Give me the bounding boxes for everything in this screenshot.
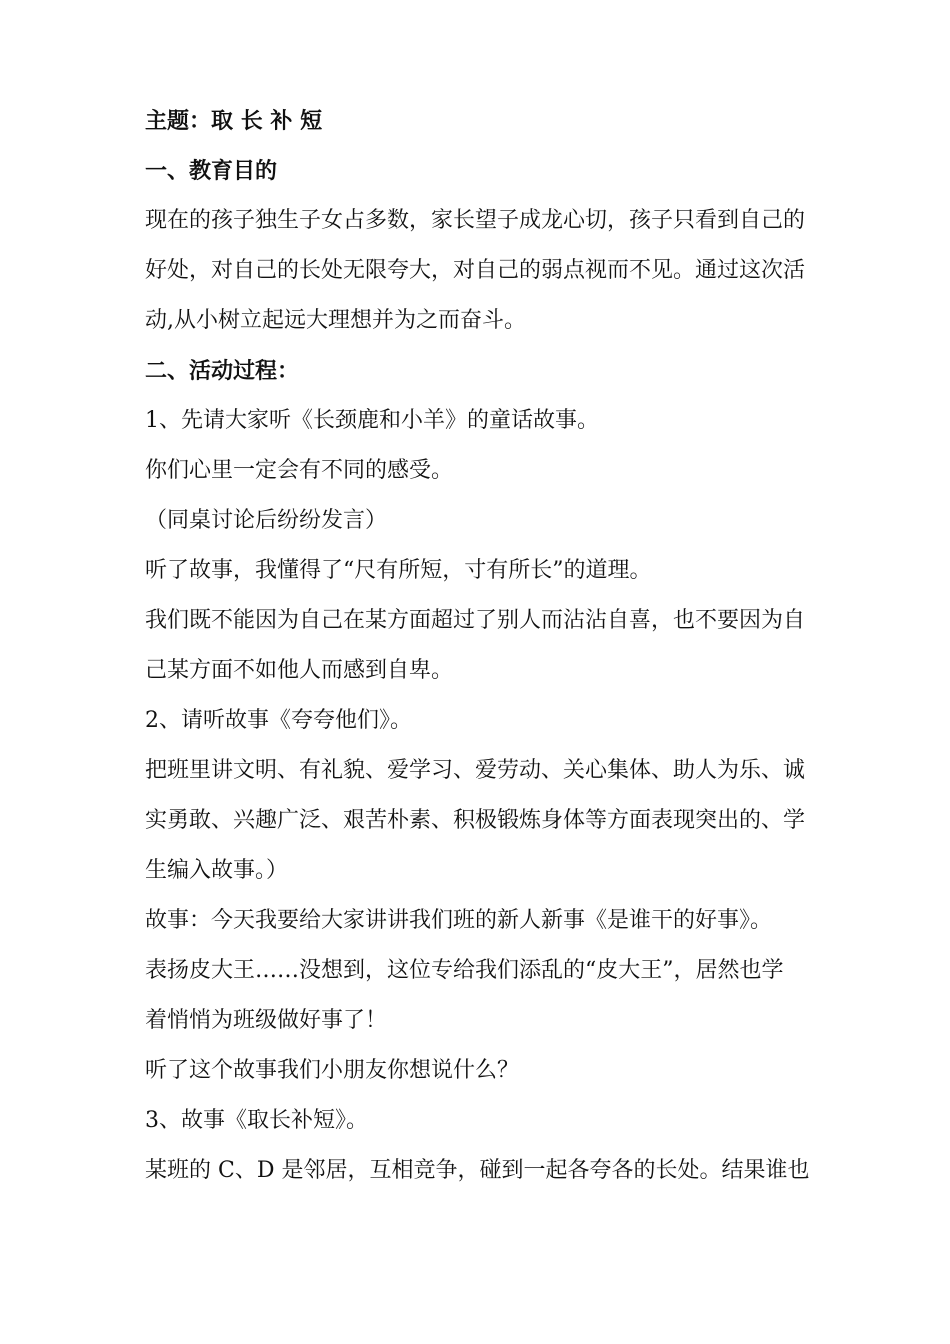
paragraph-line: 1、先请大家听《长颈鹿和小羊》的童话故事。 [145,408,599,433]
paragraph-line: 我们既不能因为自己在某方面超过了别人而沾沾自喜，也不要因为自 [145,608,806,633]
paragraph-line: 听了这个故事我们小朋友你想说什么？ [145,1058,520,1083]
paragraph-line: 表扬皮大王……没想到，这位专给我们添乱的“皮大王”，居然也学 [145,958,784,983]
paragraph-line: 着悄悄为班级做好事了！ [145,1008,388,1033]
section-heading-activity-process: 二、活动过程： [145,358,300,384]
title-main: 取长补短 [211,108,330,134]
paragraph-line: 2、请听故事《夸夸他们》。 [145,708,412,733]
document-title [145,96,820,146]
title-prefix: 主题： [145,108,212,134]
paragraph-line: 生编入故事。） [145,858,289,883]
paragraph-line: 现在的孩子独生子女占多数，家长望子成龙心切，孩子只看到自己的 [145,208,806,233]
paragraph-line: 把班里讲文明、有礼貌、爱学习、爱劳动、关心集体、助人为乐、诚 [145,758,806,783]
paragraph-line: 某班的 C、D 是邻居，互相竞争，碰到一起各夸各的长处。结果谁也 [145,1158,810,1183]
paragraph-line: 己某方面不如他人而感到自卑。 [145,658,454,683]
paragraph-line: 3、故事《取长补短》。 [145,1108,368,1133]
paragraph-line: 听了故事，我懂得了“尺有所短，寸有所长”的道理。 [145,558,652,583]
paragraph-line: 好处，对自己的长处无限夸大，对自己的弱点视而不见。通过这次活 [145,258,806,283]
paragraph-line: 动,从小树立起远大理想并为之而奋斗。 [145,308,526,333]
paragraph-line: 故事：今天我要给大家讲讲我们班的新人新事《是谁干的好事》。 [145,908,773,933]
paragraph-line: 实勇敢、兴趣广泛、艰苦朴素、积极锻炼身体等方面表现突出的、学 [145,808,806,833]
paragraph-line: （同桌讨论后纷纷发言） [145,508,388,533]
paragraph-line: 你们心里一定会有不同的感受。 [145,458,454,483]
section-heading-education-goal: 一、教育目的 [145,158,278,184]
document-body [145,96,820,1196]
